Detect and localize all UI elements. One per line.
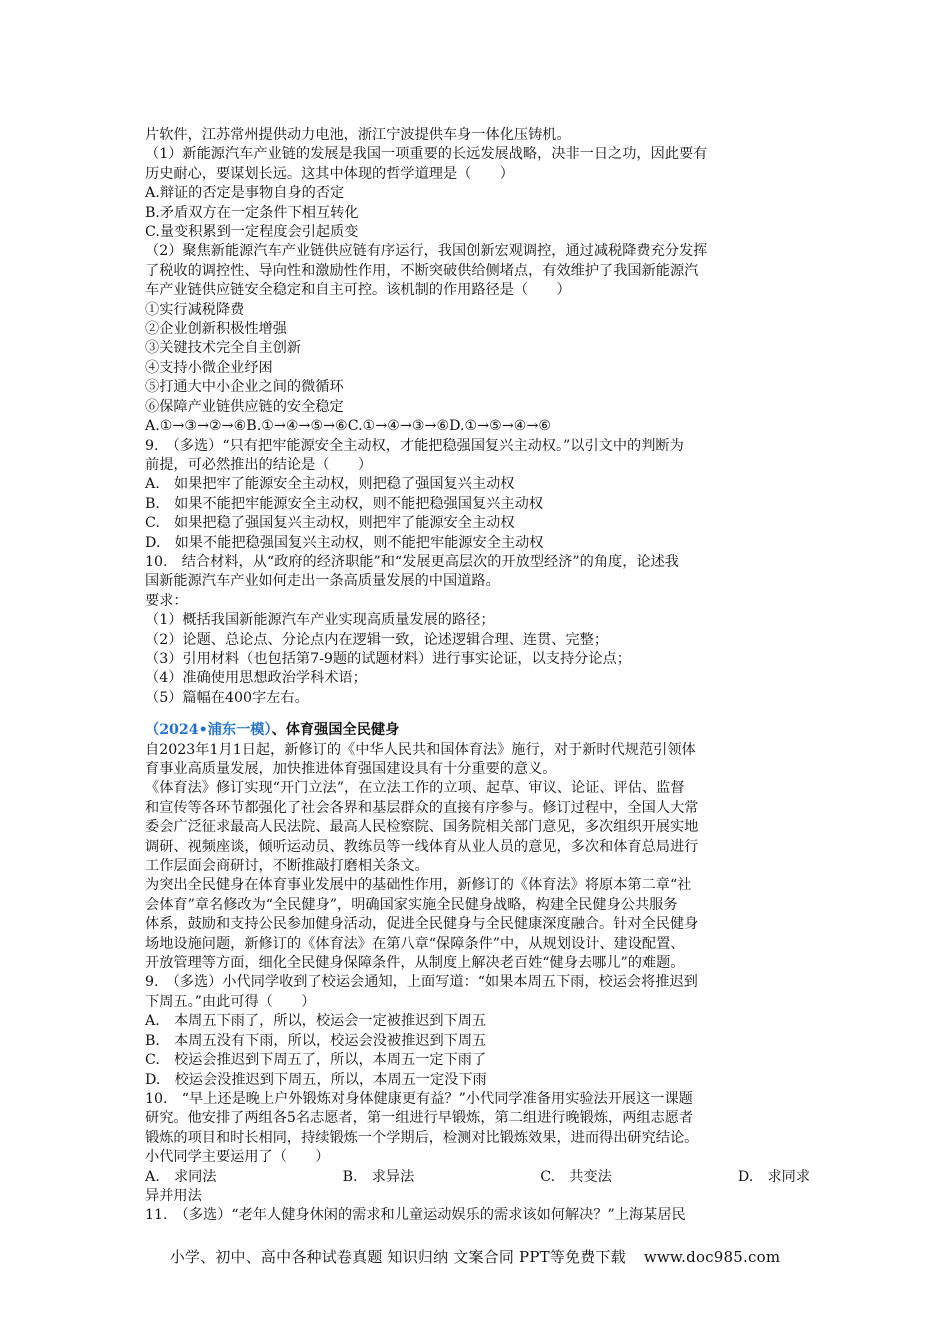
material-line: 自2023年1月1日起，新修订的《中华人民共和国体育法》施行，对于新时代规范引领体 <box>145 741 696 758</box>
p2-q10-option-d: D. 求同求 <box>737 1168 811 1185</box>
requirement-item: （4）准确使用思想政治学科术语； <box>145 670 367 687</box>
p2-q10-option-b: B. 求异法 <box>342 1168 415 1185</box>
q1-stem-line: （1）新能源汽车产业链的发展是我国一项重要的长远发展战略，决非一日之功，因此要有 <box>145 146 708 163</box>
section-title: 、体育强国全民健身 <box>271 722 400 739</box>
q9-stem-line: 9. （多选）“只有把牢能源安全主动权，才能把稳强国复兴主动权。”以引文中的判断为 <box>145 437 684 454</box>
q1-stem-line: 历史耐心，要谋划长远。这其中体现的哲学道理是（ ） <box>145 165 514 182</box>
p2-q10-stem-line: 研究。他安排了两组各5名志愿者，第一组进行早锻炼，第二组进行晚锻炼，两组志愿者 <box>145 1110 694 1127</box>
q10-stem-line: 10. 结合材料，从“政府的经济职能”和“发展更高层次的开放型经济”的角度，论述我 <box>145 553 679 570</box>
q2-answer-options: A.①→③→②→⑥B.①→④→⑤→⑥C.①→④→③→⑥D.①→⑤→④→⑥ <box>145 418 552 435</box>
q2-item: ②企业创新积极性增强 <box>145 321 287 338</box>
p2-q10-option-c: C. 共变法 <box>540 1168 612 1185</box>
material-line: 会体育”章名修改为“全民健身”，明确国家实施全民健身战略，构建全民健身公共服务 <box>145 896 678 913</box>
q1-option-c: C.量变积累到一定程度会引起质变 <box>145 224 359 241</box>
material-line: 开放管理等方面，细化全民健身保障条件，从制度上解决老百姓“健身去哪儿”的难题。 <box>145 955 685 972</box>
q2-item: ④支持小微企业纾困 <box>145 359 273 376</box>
q2-item: ⑤打通大中小企业之间的微循环 <box>145 379 344 396</box>
p2-q10-stem-line: 10. “早上还是晚上户外锻炼对身体健康更有益？”小代同学准备用实验法开展这一课题 <box>145 1090 693 1107</box>
p2-q10-option-a: A. 求同法 <box>145 1168 217 1185</box>
q9-option-d: D. 如果不能把稳强国复兴主动权，则不能把牢能源安全主动权 <box>145 534 544 551</box>
q2-item: ①实行减税降费 <box>145 301 245 318</box>
material-line: 育事业高质量发展，加快推进体育强国建设具有十分重要的意义。 <box>145 761 557 777</box>
section-heading <box>145 721 810 740</box>
p2-q9-option-b: B. 本周五没有下雨，所以，校运会没被推迟到下周五 <box>145 1032 487 1049</box>
q9-stem-line: 前提，可必然推出的结论是（ ） <box>145 456 373 473</box>
material-line: 工作层面会商研讨，不断推敲打磨相关条文。 <box>145 858 429 875</box>
material-line: 和宣传等各环节都强化了社会各界和基层群众的直接有序参与。修订过程中，全国人大常 <box>145 799 699 816</box>
p2-q9-option-c: C. 校运会推迟到下周五了，所以，本周五一定下雨了 <box>145 1052 487 1069</box>
q9-option-b: B. 如果不能把牢能源安全主动权，则不能把稳强国复兴主动权 <box>145 495 544 512</box>
q1-option-b: B.矛盾双方在一定条件下相互转化 <box>145 204 359 221</box>
p2-q9-stem-line: 下周五。”由此可得（ ） <box>145 993 316 1010</box>
q9-option-a: A. 如果把牢了能源安全主动权，则把稳了强国复兴主动权 <box>145 476 515 493</box>
p2-q10-option-tail: 异并用法 <box>145 1187 202 1204</box>
document-body <box>145 126 810 1226</box>
intro-line: 片软件，江苏常州提供动力电池，浙江宁波提供车身一体化压铸机。 <box>145 127 571 143</box>
material-line: 为突出全民健身在体育事业发展中的基础性作用，新修订的《体育法》将原本第二章“社 <box>145 877 692 894</box>
q2-stem-line: （2）聚焦新能源汽车产业链供应链有序运行，我国创新宏观调控，通过减税降费充分发挥 <box>145 243 708 260</box>
requirement-item: （2）论题、总论点、分论点内在逻辑一致，论述逻辑合理、连贯、完整； <box>145 631 609 648</box>
p2-q9-option-a: A. 本周五下雨了，所以，校运会一定被推迟到下周五 <box>145 1013 487 1030</box>
q10-stem-line: 国新能源汽车产业如何走出一条高质量发展的中国道路。 <box>145 573 500 590</box>
requirements-label: 要求： <box>145 592 188 609</box>
q1-option-a: A.辩证的否定是事物自身的否定 <box>145 185 345 202</box>
footer-text: 小学、初中、高中各种试卷真题 知识归纳 文案合同 PPT等免费下载 <box>169 1248 626 1266</box>
p2-q10-stem-line: 小代同学主要运用了（ ） <box>145 1149 330 1166</box>
p2-q9-option-d: D. 校运会没推迟到下周五，所以，本周五一定没下雨 <box>145 1071 487 1088</box>
q2-item: ⑥保障产业链供应链的安全稳定 <box>145 398 344 415</box>
material-line: 体系，鼓励和支持公民参加健身活动，促进全民健身与全民健康深度融合。针对全民健身 <box>145 916 699 933</box>
p2-q10-stem-line: 锻炼的项目和时长相同，持续锻炼一个学期后，检测对比锻炼效果，进而得出研究结论。 <box>145 1129 699 1146</box>
p2-q9-stem-line: 9. （多选）小代同学收到了校运会通知，上面写道：“如果本周五下雨，校运会将推迟到 <box>145 974 698 991</box>
requirement-item: （3）引用材料（也包括第7-9题的试题材料）进行事实论证，以支持分论点； <box>145 650 631 667</box>
footer-url: www.doc985.com <box>643 1248 781 1266</box>
material-line: 《体育法》修订实现“开门立法”，在立法工作的立项、起草、审议、论证、评估、监督 <box>145 780 685 797</box>
material-line: 委会广泛征求最高人民法院、最高人民检察院、国务院相关部门意见，多次组织开展实地 <box>145 819 699 836</box>
q2-item: ③关键技术完全自主创新 <box>145 340 302 357</box>
q2-stem-line: 了税收的调控性、导向性和激励性作用，不断突破供给侧堵点，有效维护了我国新能源汽 <box>145 262 699 279</box>
requirement-item: （5）篇幅在400字左右。 <box>145 689 309 706</box>
q9-option-c: C. 如果把稳了强国复兴主动权，则把牢了能源安全主动权 <box>145 515 515 532</box>
material-line: 场地设施问题，新修订的《体育法》在第八章“保障条件”中，从规划设计、建设配置、 <box>145 935 685 952</box>
q2-stem-line: 车产业链供应链安全稳定和自主可控。该机制的作用路径是（ ） <box>145 282 571 299</box>
p2-q10-options <box>145 1168 810 1187</box>
source-tag: （2024•浦东一模） <box>145 722 272 739</box>
p2-q11-stem-line: 11. （多选）“老年人健身休闲的需求和儿童运动娱乐的需求该如何解决？”上海某居民 <box>145 1207 686 1224</box>
requirement-item: （1）概括我国新能源汽车产业实现高质量发展的路径； <box>145 612 495 629</box>
page-footer <box>0 1246 950 1267</box>
material-line: 调研、视频座谈，倾听运动员、教练员等一线体育从业人员的意见，多次和体育总局进行 <box>145 838 699 855</box>
